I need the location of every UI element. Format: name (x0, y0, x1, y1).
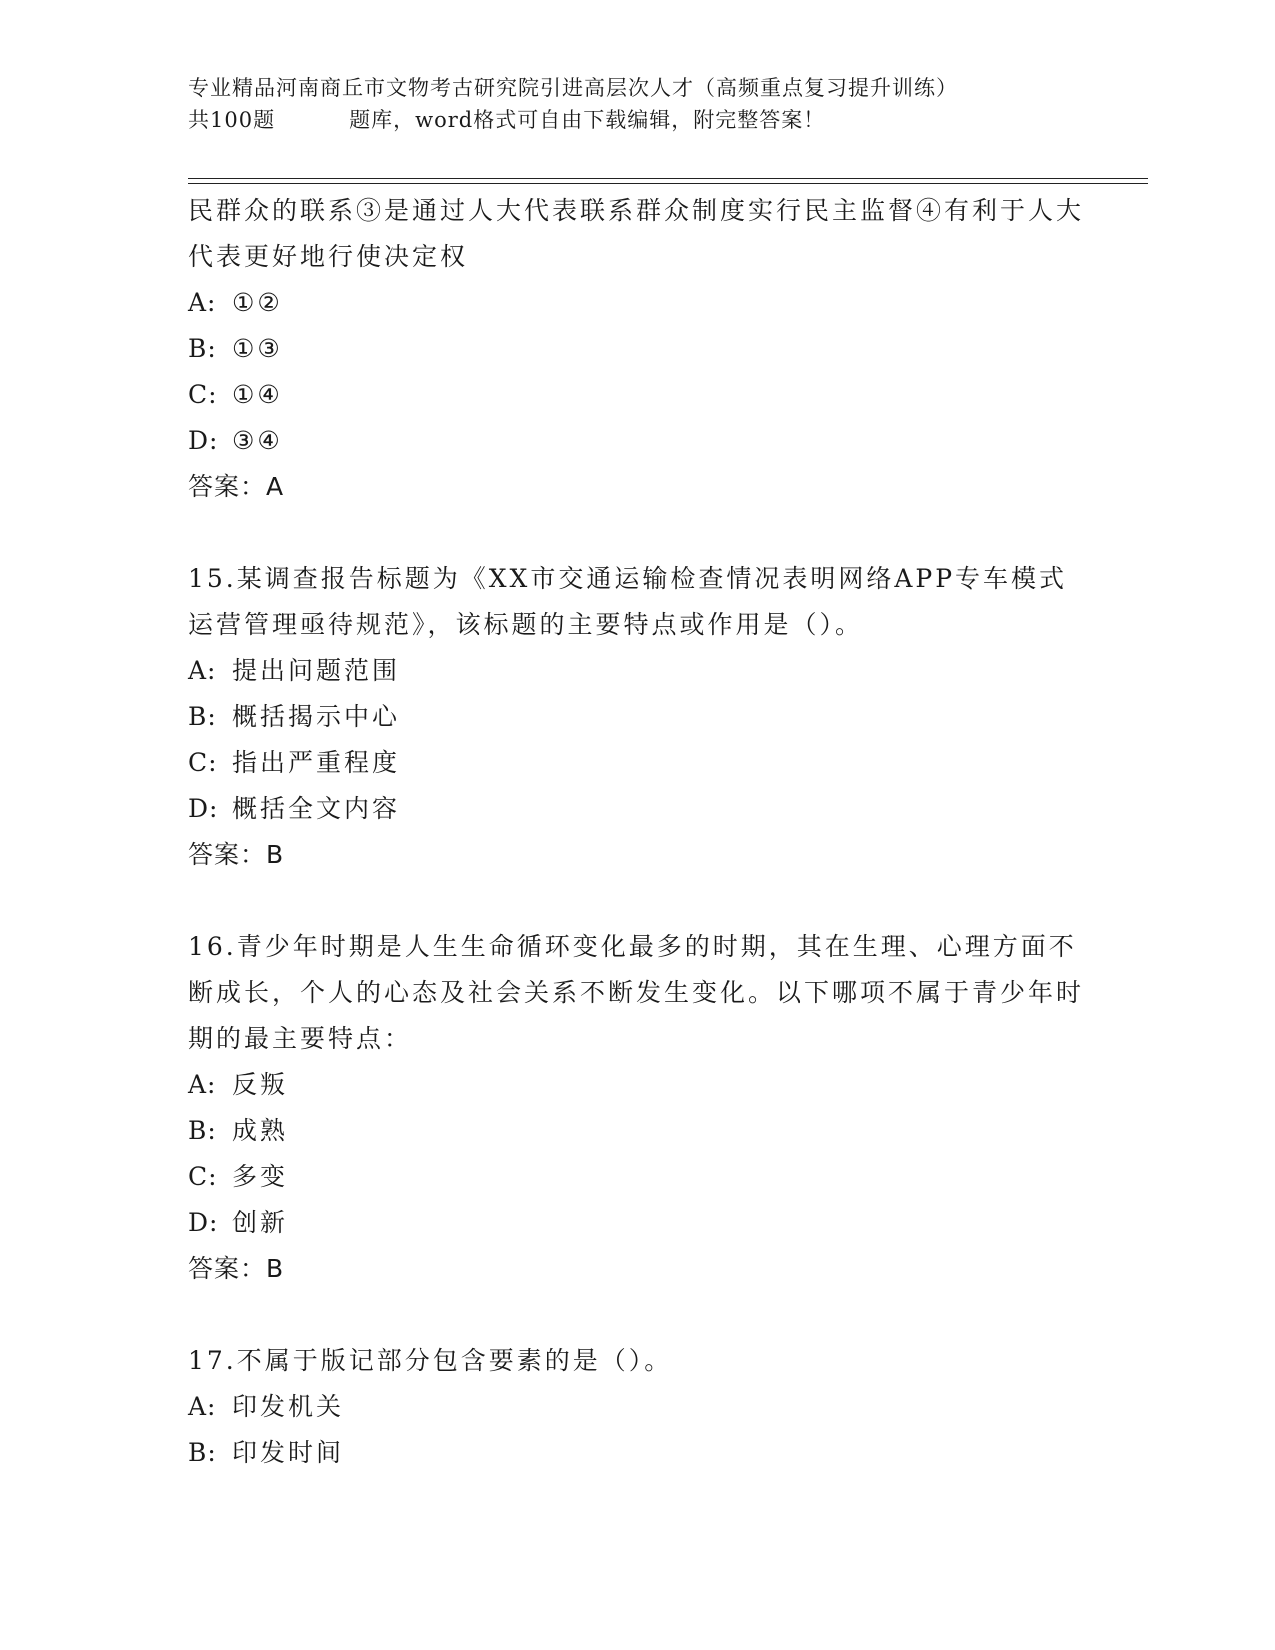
question-list (188, 188, 1088, 1476)
answer-line: 答案：A (188, 472, 285, 501)
option-d: D: 创新 (188, 1208, 289, 1237)
option-b: B: 印发时间 (188, 1438, 345, 1467)
question-14 (188, 188, 1088, 510)
answer-line: 答案：B (188, 840, 285, 869)
question-text: 民群众的联系③是通过人大代表联系群众制度实行民主监督④有利于人大代表更好地行使决定权 (188, 196, 1085, 271)
question-16 (188, 924, 1088, 1292)
question-text: 17.不属于版记部分包含要素的是（）。 (188, 1346, 673, 1375)
question-text: 16.青少年时期是人生生命循环变化最多的时期，其在生理、心理方面不断成长，个人的心态及社会关系不断发生变化。以下哪项不属于青少年时期的最主要特点： (188, 932, 1085, 1053)
option-a: A: 印发机关 (188, 1392, 345, 1421)
option-b: B: 概括揭示中心 (188, 702, 401, 731)
option-d: D: ③④ (188, 426, 283, 455)
option-b: B: ①③ (188, 334, 283, 363)
option-b: B: 成熟 (188, 1116, 289, 1145)
option-a: A: 提出问题范围 (188, 656, 401, 685)
header-count: 共100题 (188, 108, 276, 132)
document-header (188, 72, 1148, 136)
option-a: A: 反叛 (188, 1070, 289, 1099)
question-17 (188, 1338, 1088, 1476)
header-divider-bottom (188, 183, 1148, 184)
option-d: D: 概括全文内容 (188, 794, 401, 823)
option-c: C: 指出严重程度 (188, 748, 401, 777)
header-description: 题库，word格式可自由下载编辑，附完整答案！ (349, 108, 826, 132)
header-subtitle (188, 104, 1148, 136)
option-a: A: ①② (188, 288, 283, 317)
header-title: 专业精品河南商丘市文物考古研究院引进高层次人才（高频重点复习提升训练） (188, 76, 958, 100)
header-divider-top (188, 178, 1148, 179)
question-15 (188, 556, 1088, 878)
option-c: C: 多变 (188, 1162, 289, 1191)
question-text: 15.某调查报告标题为《XX市交通运输检查情况表明网络APP专车模式运营管理亟待规范》，该标题的主要特点或作用是（）。 (188, 564, 1068, 639)
option-c: C: ①④ (188, 380, 283, 409)
answer-line: 答案：B (188, 1254, 285, 1283)
